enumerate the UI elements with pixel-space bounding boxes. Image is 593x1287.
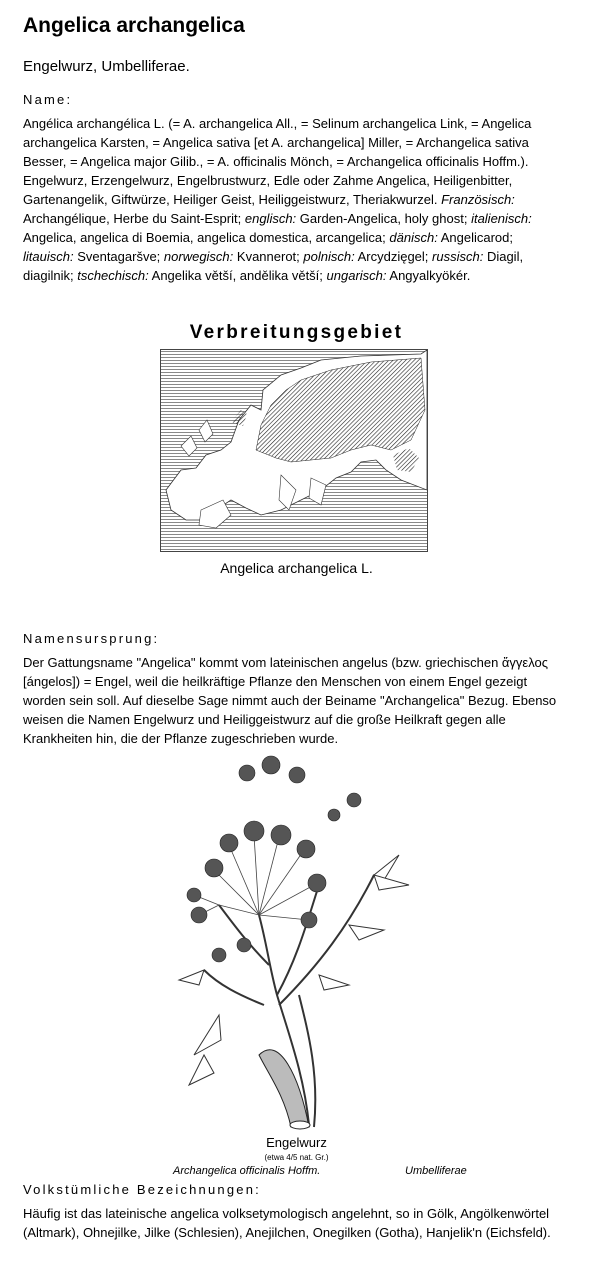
folk-names-heading: Volkstümliche Bezeichnungen:: [23, 1182, 261, 1197]
name-heading: Name:: [23, 92, 73, 107]
language-label: ungarisch:: [326, 268, 387, 283]
name-text: Garden-Angelica, holy ghost;: [296, 211, 472, 226]
language-label: litauisch:: [23, 249, 74, 264]
origin-heading: Namensursprung:: [23, 631, 160, 646]
language-label: polnisch:: [303, 249, 355, 264]
plant-scientific-name: Archangelica officinalis Hoffm.: [173, 1165, 321, 1177]
origin-paragraph: Der Gattungsname "Angelica" kommt vom lateinischen angelus (bzw. griechischen ἄγγελος [ángelos]) = Engel, weil die heilkräftige Pflanze den Menschen von einem Engel gezeigt worden sein soll. Auf dieselbe Sage nimmt auch der Beiname "Archangelica" Bezug. Ebenso weisen die Namen Engelwurz und Heiliggeistwurz auf die große Heilkraft gegen alle Krankheiten hin, die der Pflanze zugeschrieben wurde.: [23, 655, 557, 746]
family-line: Engelwurz, Umbelliferae.: [23, 58, 190, 75]
distribution-map: [160, 349, 428, 552]
name-text: Angyalkyökér.: [386, 268, 471, 283]
language-label: tschechisch:: [77, 268, 149, 283]
name-text: Angelicarod;: [437, 230, 513, 245]
angelica-plant-image: [159, 755, 430, 1132]
name-text: Angelika větší, andělika větší;: [148, 268, 327, 283]
plant-caption: Engelwurz: [266, 1135, 327, 1150]
name-text: Arcydzięgel;: [354, 249, 433, 264]
name-text: Sventagaršve;: [73, 249, 164, 264]
europe-map-image: [161, 350, 427, 551]
language-label: dänisch:: [389, 230, 438, 245]
name-text: Angelica, angelica di Boemia, angelica domestica, arcangelica;: [23, 230, 390, 245]
plant-scale-note: (etwa 4/5 nat. Gr.): [264, 1153, 329, 1162]
name-text: Angélica archangélica L. (= A. archangelica All., = Selinum archangelica Link, = Angelica archangelica Karsten, = Angelica sativa [et A. archangelica] Miller, = Archangelica sativa Besser, = Angelica major Gilib., = A. officinalis Mönch, = Archangelica officinalis Hoffm.). Engelwurz, Erzengelwurz, Engelbrustwurz, Edle oder Zahme Angelica, Heiligenbitter, Gartenangelik, Giftwürze, Heiliger Geist, Heiliggeistwurz, Theriakwurzel.: [23, 116, 532, 207]
language-label: russisch:: [432, 249, 484, 264]
name-paragraph: [23, 114, 563, 285]
language-label: italienisch:: [471, 211, 532, 226]
folk-names-paragraph: Häufig ist das lateinische angelica volksetymologisch angelehnt, so in Gölk, Angölkenwörtel (Altmark), Ohnejilke, Jilke (Schlesien), Anejilchen, Onegilken (Gotha), Hanjelik'n (Eichsfeld).: [23, 1206, 551, 1240]
map-caption: Angelica archangelica L.: [220, 560, 373, 576]
map-title: Verbreitungsgebiet: [189, 322, 404, 343]
name-text: Kvannerot;: [233, 249, 304, 264]
language-label: englisch:: [244, 211, 297, 226]
plant-illustration: [159, 755, 430, 1132]
name-text: Archangélique, Herbe du Saint-Esprit;: [23, 211, 245, 226]
plant-family: Umbelliferae: [405, 1165, 467, 1177]
page-title: Angelica archangelica: [23, 14, 245, 37]
name-text: Diagil, diagilnik;: [23, 249, 524, 283]
language-label: norwegisch:: [163, 249, 234, 264]
language-label: Französisch:: [441, 192, 515, 207]
